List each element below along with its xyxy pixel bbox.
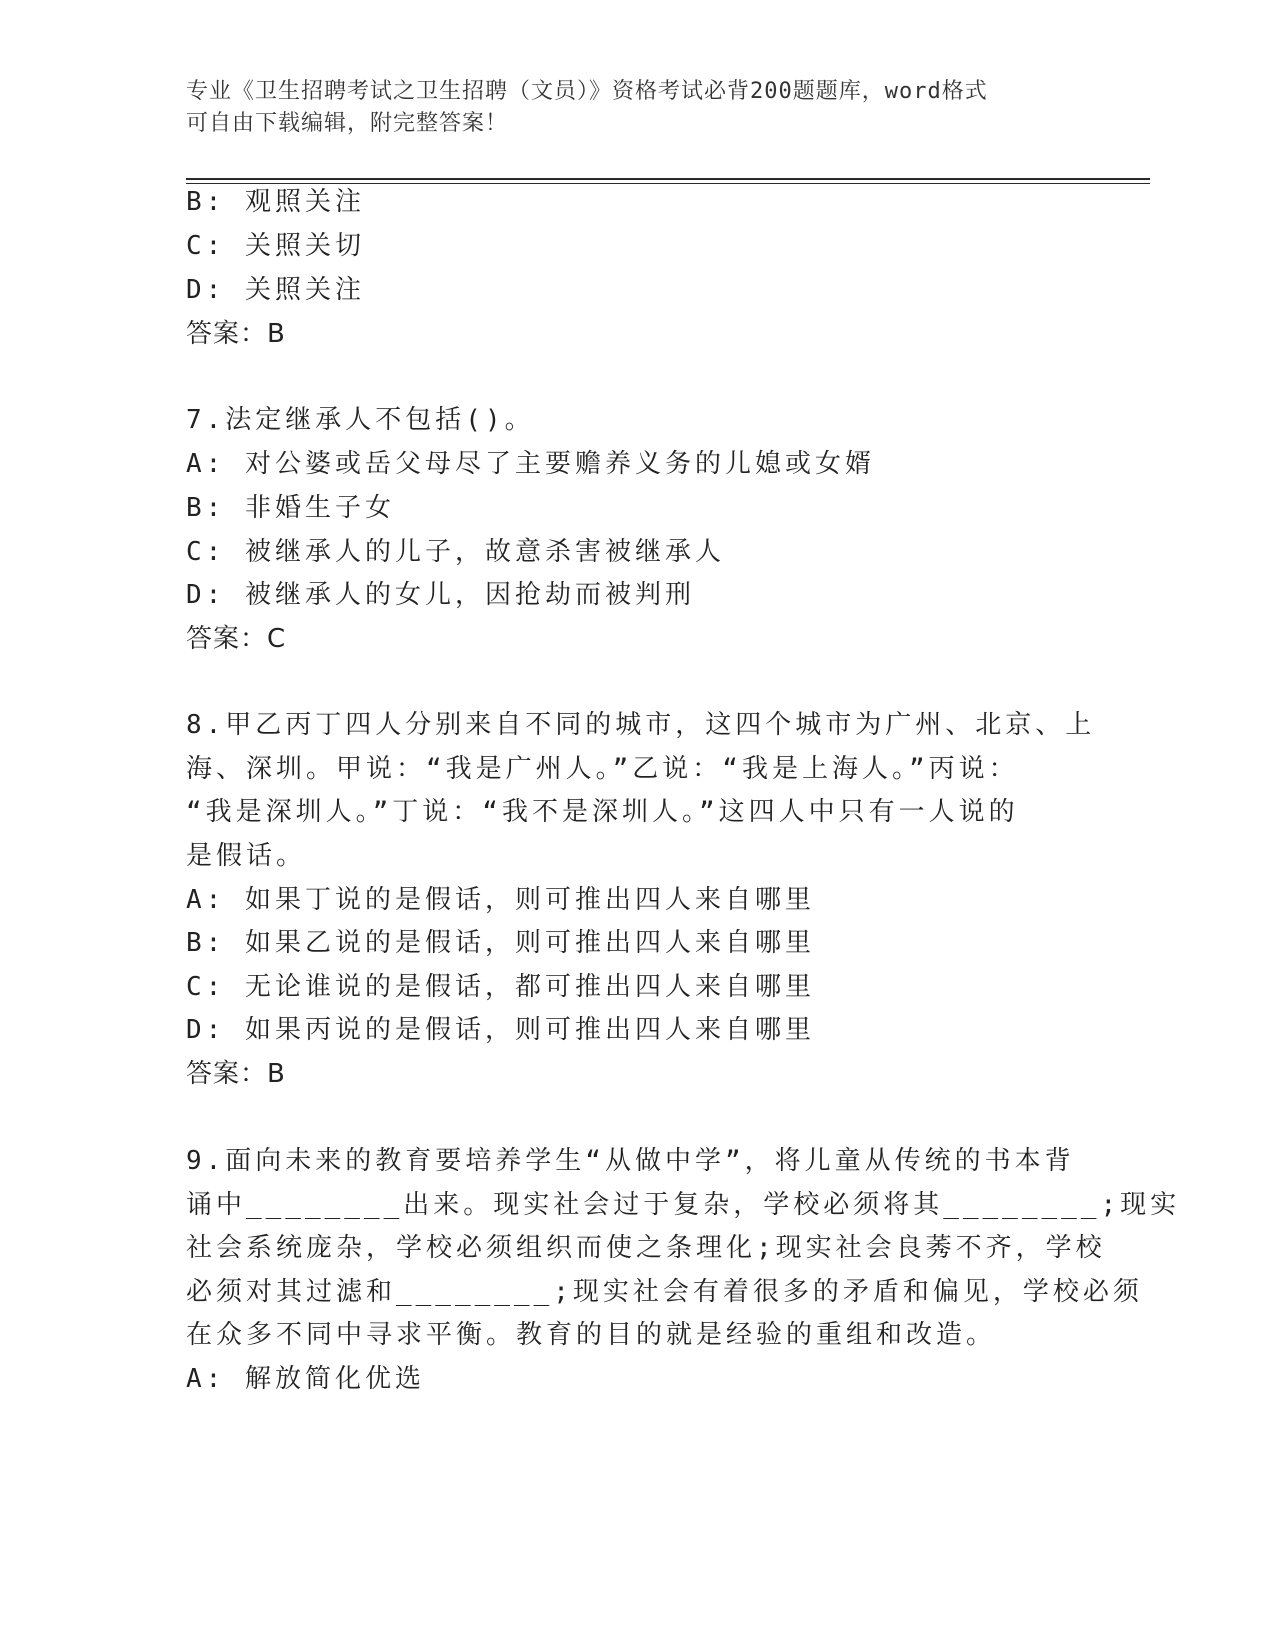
q9-stem-line-2: 诵中________出来。现实社会过于复杂，学校必须将其________;现实 — [186, 1190, 1181, 1220]
header-title-line-2: 可自由下载编辑，附完整答案！ — [186, 111, 509, 136]
q8-stem-line-1: 8.甲乙丙丁四人分别来自不同的城市，这四个城市为广州、北京、上 — [186, 710, 1096, 740]
q9-stem-line-1: 9.面向未来的教育要培养学生“从做中学”，将儿童从传统的书本背 — [186, 1146, 1075, 1176]
q8-option-a: A: 如果丁说的是假话，则可推出四人来自哪里 — [186, 885, 815, 915]
q6-option-d: D: 关照关注 — [186, 275, 365, 305]
header-title-line-1: 专业《卫生招聘考试之卫生招聘（文员）》资格考试必背200题题库，word格式 — [186, 79, 988, 104]
header-divider-thin — [186, 183, 1150, 184]
q8-answer: 答案：B — [186, 1059, 286, 1089]
q9-stem-line-5: 在众多不同中寻求平衡。教育的目的就是经验的重组和改造。 — [186, 1320, 997, 1350]
q9-option-a: A: 解放简化优选 — [186, 1364, 425, 1394]
q7-option-a: A: 对公婆或岳父母尽了主要赡养义务的儿媳或女婿 — [186, 449, 875, 479]
document-header — [186, 76, 1066, 140]
q9-stem-line-4: 必须对其过滤和________;现实社会有着很多的矛盾和偏见，学校必须 — [186, 1277, 1143, 1307]
q6-answer: 答案：B — [186, 319, 286, 349]
q8-option-c: C: 无论谁说的是假话，都可推出四人来自哪里 — [186, 972, 815, 1002]
header-divider-thick — [186, 178, 1150, 180]
q7-option-d: D: 被继承人的女儿，因抢劫而被判刑 — [186, 580, 695, 610]
q7-stem: 7.法定继承人不包括()。 — [186, 405, 535, 435]
q6-option-b: B: 观照关注 — [186, 187, 365, 217]
q8-option-d: D: 如果丙说的是假话，则可推出四人来自哪里 — [186, 1015, 815, 1045]
q7-option-c: C: 被继承人的儿子，故意杀害被继承人 — [186, 537, 725, 567]
q8-option-b: B: 如果乙说的是假话，则可推出四人来自哪里 — [186, 928, 815, 958]
q7-answer: 答案：C — [186, 624, 287, 654]
q9-stem-line-3: 社会系统庞杂，学校必须组织而使之条理化;现实社会良莠不齐，学校 — [186, 1233, 1106, 1263]
q6-option-c: C: 关照关切 — [186, 231, 365, 261]
q8-stem-line-3: “我是深圳人。”丁说：“我不是深圳人。”这四人中只有一人说的 — [186, 797, 1019, 827]
q8-stem-line-4: 是假话。 — [186, 841, 307, 871]
q8-stem-line-2: 海、深圳。甲说：“我是广州人。”乙说：“我是上海人。”丙说： — [186, 754, 1019, 784]
q7-option-b: B: 非婚生子女 — [186, 493, 395, 523]
